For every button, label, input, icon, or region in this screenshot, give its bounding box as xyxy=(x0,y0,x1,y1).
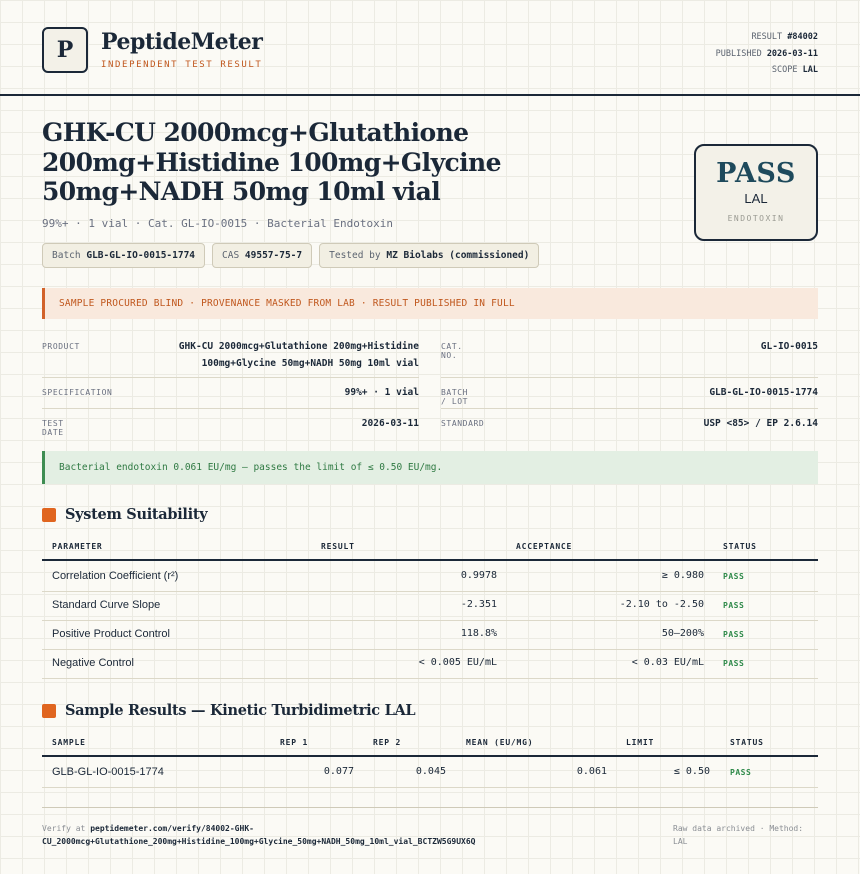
cas-chip-value: 49557-75-7 xyxy=(244,250,303,261)
cat-label: CAT. NO. xyxy=(441,342,463,360)
chip-row xyxy=(42,243,539,268)
header-rule xyxy=(42,755,818,757)
table-row-acceptance: 50–200% xyxy=(661,628,704,639)
verify-link[interactable]: peptidemeter.com/verify/84002-GHK- xyxy=(90,824,254,833)
verdict-method: LAL xyxy=(744,191,768,206)
brand-name: PeptideMeter xyxy=(101,29,263,55)
result-number: #84002 xyxy=(787,32,818,42)
result-label: RESULT xyxy=(751,32,783,42)
verdict-result: PASS xyxy=(716,158,796,189)
col-mean: MEAN (EU/MG) xyxy=(466,738,534,747)
col-sample: SAMPLE xyxy=(52,738,86,747)
table-row-rep2: 0.045 xyxy=(415,766,446,777)
info-divider xyxy=(441,408,818,409)
cat-value: GL-IO-0015 xyxy=(760,341,818,352)
table-row-acceptance: -2.10 to -2.50 xyxy=(619,599,704,610)
table-row-acceptance: ≥ 0.980 xyxy=(661,570,704,581)
footer-divider xyxy=(42,807,818,808)
table-row-result: < 0.005 EU/mL xyxy=(418,657,497,668)
row-divider xyxy=(42,787,818,788)
archive-line1: Raw data archived · Method: xyxy=(673,824,804,833)
result-meta xyxy=(716,29,818,79)
verdict-category: ENDOTOXIN xyxy=(727,214,785,223)
cas-chip xyxy=(212,243,312,268)
tested-chip-value: MZ Biolabs (commissioned) xyxy=(386,250,530,261)
table-row-mean: 0.061 xyxy=(576,766,607,777)
col-rep2: REP 2 xyxy=(373,738,402,747)
table-row-acceptance: < 0.03 EU/mL xyxy=(631,657,704,668)
verify-note xyxy=(42,822,542,848)
scope-label: SCOPE xyxy=(771,65,798,75)
product-title: GHK-CU 2000mcg+Glutathione 200mg+Histidine 100mg+Glycine 50mg+NADH 50mg 10ml vial xyxy=(42,118,501,206)
header-rule xyxy=(42,559,818,561)
date-value: 2026-03-11 xyxy=(361,418,419,429)
row-divider xyxy=(42,678,818,679)
blind-notice: SAMPLE PROCURED BLIND · PROVENANCE MASKED FROM LAB · RESULT PUBLISHED IN FULL xyxy=(42,288,818,319)
table-row-result: 118.8% xyxy=(460,628,497,639)
logo: P xyxy=(42,27,88,73)
archive-note xyxy=(673,822,823,848)
section-marker xyxy=(42,704,56,718)
suitability-title: System Suitability xyxy=(65,506,208,523)
col-rep1: REP 1 xyxy=(280,738,309,747)
table-row-parameter: Correlation Coefficient (r²) xyxy=(52,570,179,582)
cas-chip-label: CAS xyxy=(222,250,240,261)
archive-line2: LAL xyxy=(673,837,688,846)
status-badge: PASS xyxy=(723,630,745,639)
tested-by-chip xyxy=(319,243,539,268)
product-subtitle: 99%+ · 1 vial · Cat. GL-IO-0015 · Bacterial Endotoxin xyxy=(42,217,393,230)
suitability-heading xyxy=(42,506,207,523)
table-row-result: -2.351 xyxy=(460,599,497,610)
info-divider xyxy=(42,408,419,409)
batch-value: GLB-GL-IO-0015-1774 xyxy=(709,387,818,398)
table-row-rep1: 0.077 xyxy=(323,766,354,777)
table-row-parameter: Standard Curve Slope xyxy=(52,599,161,611)
date-label: TEST DATE xyxy=(42,419,64,437)
table-row-parameter: Negative Control xyxy=(52,657,134,669)
standard-value: USP <85> / EP 2.6.14 xyxy=(703,418,818,429)
table-row-result: 0.9978 xyxy=(460,570,497,581)
verdict-badge xyxy=(694,144,818,241)
col-acceptance: ACCEPTANCE xyxy=(516,542,573,551)
row-divider xyxy=(42,620,818,621)
result-confirmation: Bacterial endotoxin 0.061 EU/mg — passes the limit of ≤ 0.50 EU/mg. xyxy=(42,451,818,484)
table-row-sample: GLB-GL-IO-0015-1774 xyxy=(52,766,164,778)
col-parameter: PARAMETER xyxy=(52,542,103,551)
info-divider xyxy=(441,377,818,378)
status-badge: PASS xyxy=(723,659,745,668)
spec-label: SPECIFICATION xyxy=(42,388,113,397)
section-marker xyxy=(42,508,56,522)
product-label: PRODUCT xyxy=(42,342,80,351)
standard-label: STANDARD xyxy=(441,419,485,428)
row-divider xyxy=(42,591,818,592)
samples-heading xyxy=(42,702,415,719)
info-divider xyxy=(42,377,419,378)
published-label: PUBLISHED xyxy=(715,48,762,59)
brand-tagline: INDEPENDENT TEST RESULT xyxy=(101,60,263,70)
batch-chip xyxy=(42,243,205,268)
table-row-limit: ≤ 0.50 xyxy=(673,766,710,777)
samples-table xyxy=(42,729,818,789)
row-divider xyxy=(42,649,818,650)
page-header xyxy=(0,0,860,96)
table-row-parameter: Positive Product Control xyxy=(52,628,170,640)
spec-value: 99%+ · 1 vial xyxy=(344,387,419,398)
tested-chip-label: Tested by xyxy=(329,250,381,261)
verify-prefix: Verify at xyxy=(42,824,86,833)
batch-chip-label: Batch xyxy=(52,250,81,261)
product-value-line2: 100mg+Glycine 50mg+NADH 50mg 10ml vial xyxy=(201,358,419,369)
verify-link-continued[interactable]: CU_2000mcg+Glutathione_200mg+Histidine_100mg+Glycine_50mg+NADH_50mg_10ml_vial_BCTZW5G9UX6Q xyxy=(42,837,476,846)
col-limit: LIMIT xyxy=(626,738,655,747)
batch-chip-value: GLB-GL-IO-0015-1774 xyxy=(86,250,196,261)
suitability-table xyxy=(42,533,818,683)
product-value-line1: GHK-CU 2000mcg+Glutathione 200mg+Histidine xyxy=(178,341,419,352)
col-status: STATUS xyxy=(723,542,757,551)
status-badge: PASS xyxy=(723,601,745,610)
batch-label: BATCH / LOT xyxy=(441,388,469,406)
status-badge: PASS xyxy=(730,768,752,777)
scope-value: LAL xyxy=(802,65,818,75)
col-result: RESULT xyxy=(321,542,355,551)
published-date: 2026-03-11 xyxy=(766,48,818,59)
samples-title: Sample Results — Kinetic Turbidimetric LAL xyxy=(65,702,416,719)
col-status: STATUS xyxy=(730,738,764,747)
status-badge: PASS xyxy=(723,572,745,581)
